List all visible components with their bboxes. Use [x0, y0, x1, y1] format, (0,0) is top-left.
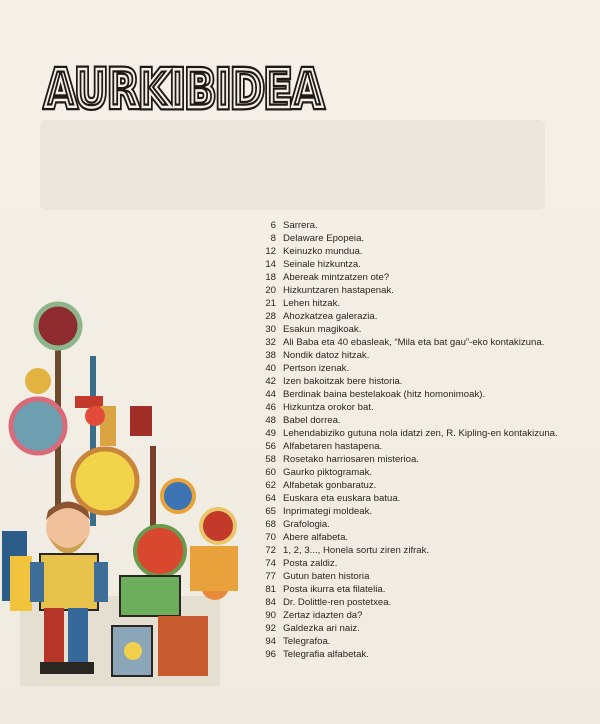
toc-entry-title: Keinuzko mundua. [283, 246, 363, 257]
toc-entry [250, 479, 590, 492]
toc-entry-title: Ahozkatzea galerazia. [283, 311, 378, 322]
toc-entry [250, 609, 590, 622]
toc-entry [250, 635, 590, 648]
toc-entry [250, 362, 590, 375]
decorative-heading [42, 56, 332, 118]
heading-inline: AURKIBIDEA [45, 60, 323, 118]
toc-entry-title: Telegrafoa. [283, 636, 331, 647]
toc-entry-title: Alfabetak gonbaratuz. [283, 480, 377, 491]
toc-entry-title: Galdezka ari naiz. [283, 623, 360, 634]
toc-entry [250, 232, 590, 245]
toc-page-number: 21 [265, 298, 276, 309]
toc-entry-title: Zertaz idazten da? [283, 610, 363, 621]
toc-entry [250, 557, 590, 570]
toc-page-number: 81 [265, 584, 276, 595]
toc-entry [250, 375, 590, 388]
toc-entry-title: Lehendabiziko gutuna nola idatzi zen, R. Kipling-en kontakizuna. [283, 428, 558, 439]
heading-outline: AURKIBIDEA [45, 60, 323, 118]
toc-page-number: 84 [265, 597, 276, 608]
toc-entry-title: Nondik datoz hitzak. [283, 350, 370, 361]
toc-entry [250, 323, 590, 336]
toc-entry-title: Inprimategi moldeak. [283, 506, 373, 517]
toc-entry [250, 544, 590, 557]
toc-page-number: 12 [265, 246, 276, 257]
toc-entry [250, 622, 590, 635]
toc-entry [250, 414, 590, 427]
toc-entry [250, 284, 590, 297]
toc-page-number: 92 [265, 623, 276, 634]
toc-page-number: 46 [265, 402, 276, 413]
toc-page-number: 56 [265, 441, 276, 452]
toc-entry [250, 570, 590, 583]
toc-page-number: 77 [265, 571, 276, 582]
toc-page-number: 62 [265, 480, 276, 491]
toc-entry-title: Babel dorrea. [283, 415, 341, 426]
toc-page-number: 48 [265, 415, 276, 426]
toc-entry-title: Abere alfabeta. [283, 532, 349, 543]
toc-page-number: 64 [265, 493, 276, 504]
toc-entry [250, 297, 590, 310]
toc-entry-title: Posta zaldiz. [283, 558, 338, 569]
heading-block [42, 56, 332, 123]
toc-entry-title: Abereak mintzatzen ote? [283, 272, 390, 283]
toc-entry-title: Berdinak baina bestelakoak (hitz homonimoak). [283, 389, 486, 400]
toc-page-number: 28 [265, 311, 276, 322]
toc-entry-title: Izen bakoitzak bere historia. [283, 376, 403, 387]
toc-page-number: 70 [265, 532, 276, 543]
toc-page-number: 8 [270, 233, 276, 244]
toc-entry [250, 583, 590, 596]
toc-entry [250, 596, 590, 609]
toc-entry [250, 258, 590, 271]
toc-entry [250, 440, 590, 453]
toc-entry [250, 518, 590, 531]
toc-page-number: 30 [265, 324, 276, 335]
show-through-background [40, 120, 545, 210]
toc-entry-title: Gutun baten historia [283, 571, 370, 582]
toc-entry [250, 492, 590, 505]
toc-entry-title: Rosetako harriosaren misterioa. [283, 454, 419, 465]
toc-entry-title: 1, 2, 3..., Honela sortu ziren zifrak. [283, 545, 430, 556]
toc-page-number: 32 [265, 337, 276, 348]
toc-page-number: 6 [270, 220, 276, 231]
toc-page-number: 90 [265, 610, 276, 621]
toc-entry-title: Telegrafia alfabetak. [283, 649, 369, 660]
toc-entry [250, 466, 590, 479]
toc-page-number: 72 [265, 545, 276, 556]
toc-page-number: 40 [265, 363, 276, 374]
toc-page-number: 44 [265, 389, 276, 400]
toc-page-number: 42 [265, 376, 276, 387]
toc-entry-title: Gaurko piktogramak. [283, 467, 373, 478]
toc-entry [250, 388, 590, 401]
toc-entry-title: Sarrera. [283, 220, 318, 231]
table-of-contents [250, 219, 590, 661]
toc-entry [250, 271, 590, 284]
toc-entry-title: Hizkuntzaren hastapenak. [283, 285, 394, 296]
toc-entry-title: Delaware Epopeia. [283, 233, 365, 244]
toc-entry-title: Hizkuntza orokor bat. [283, 402, 374, 413]
toc-page-number: 38 [265, 350, 276, 361]
toc-page-number: 68 [265, 519, 276, 530]
toc-entry [250, 245, 590, 258]
toc-page-number: 60 [265, 467, 276, 478]
toc-entry [250, 427, 590, 440]
toc-page-number: 49 [265, 428, 276, 439]
toc-entry [250, 531, 590, 544]
toc-page-number: 14 [265, 259, 276, 270]
toc-page-number: 74 [265, 558, 276, 569]
toc-page-number: 65 [265, 506, 276, 517]
toc-entry [250, 648, 590, 661]
toc-page-number: 20 [265, 285, 276, 296]
toc-entry-title: Dr. Dolittle-ren postetxea. [283, 597, 392, 608]
toc-entry [250, 453, 590, 466]
toc-entry [250, 336, 590, 349]
toc-entry-title: Euskara eta euskara batua. [283, 493, 401, 504]
toc-page-number: 96 [265, 649, 276, 660]
toc-entry [250, 219, 590, 232]
toc-entry-title: Seinale hizkuntza. [283, 259, 361, 270]
toc-page-number: 58 [265, 454, 276, 465]
toc-page-number: 94 [265, 636, 276, 647]
colorful-illustration [0, 296, 245, 696]
toc-entry [250, 310, 590, 323]
toc-entry-title: Pertson izenak. [283, 363, 350, 374]
toc-entry-title: Alfabetaren hastapena. [283, 441, 383, 452]
toc-entry-title: Lehen hitzak. [283, 298, 341, 309]
toc-entry [250, 349, 590, 362]
toc-entry [250, 401, 590, 414]
toc-page-number: 18 [265, 272, 276, 283]
toc-entry-title: Posta ikurra eta filatelia. [283, 584, 386, 595]
toc-entry [250, 505, 590, 518]
toc-entry-title: Grafologia. [283, 519, 330, 530]
toc-entry-title: Ali Baba eta 40 ebasleak, “Mila eta bat gau”-eko kontakizuna. [283, 337, 545, 348]
toc-entry-title: Esakun magikoak. [283, 324, 362, 335]
